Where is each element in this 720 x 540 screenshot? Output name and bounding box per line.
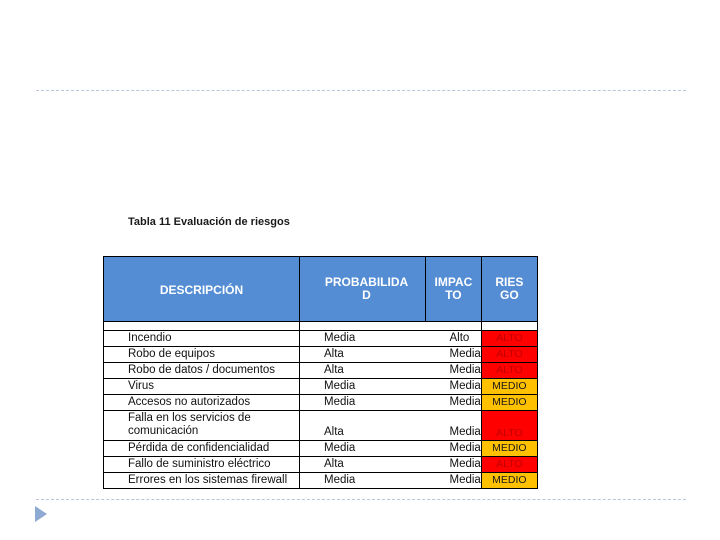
cell-riesgo: ALTO [481, 411, 537, 441]
cell-descripcion: Fallo de suministro eléctrico [104, 457, 300, 473]
cell-descripcion: Robo de equipos [104, 347, 300, 363]
table-row [104, 331, 538, 347]
cell-impacto: Media [426, 411, 482, 441]
header-riesgo: RIESGO [481, 257, 537, 322]
next-slide-arrow-icon[interactable] [35, 506, 47, 522]
cell-impacto: Media [426, 379, 482, 395]
cell-descripcion: Accesos no autorizados [104, 395, 300, 411]
table-row [104, 363, 538, 379]
cell-probabilidad: Alta [300, 363, 426, 379]
cell-impacto: Alto [426, 331, 482, 347]
cell-descripcion: Robo de datos / documentos [104, 363, 300, 379]
cell-riesgo: ALTO [481, 363, 537, 379]
header-impacto: IMPACTO [426, 257, 482, 322]
cell-descripcion: Incendio [104, 331, 300, 347]
cell-impacto: Media [426, 363, 482, 379]
header-probabilidad: PROBABILIDAD [300, 257, 426, 322]
table-row [104, 473, 538, 489]
header-gap-row [104, 322, 538, 331]
cell-impacto: Media [426, 457, 482, 473]
table-caption: Tabla 11 Evaluación de riesgos [128, 216, 290, 228]
cell-riesgo: ALTO [481, 457, 537, 473]
top-dashed-rule [36, 90, 686, 91]
cell-riesgo: ALTO [481, 331, 537, 347]
cell-descripcion: Errores en los sistemas firewall [104, 473, 300, 489]
cell-impacto: Media [426, 347, 482, 363]
bottom-dashed-rule [36, 499, 686, 500]
cell-probabilidad: Media [300, 379, 426, 395]
table-row [104, 457, 538, 473]
cell-probabilidad: Media [300, 395, 426, 411]
cell-impacto: Media [426, 473, 482, 489]
cell-riesgo: MEDIO [481, 473, 537, 489]
table-header-row [104, 257, 538, 322]
cell-impacto: Media [426, 395, 482, 411]
cell-riesgo: MEDIO [481, 395, 537, 411]
cell-probabilidad: Alta [300, 411, 426, 441]
table-row [104, 411, 538, 441]
cell-probabilidad: Media [300, 441, 426, 457]
table-row [104, 379, 538, 395]
table-row [104, 441, 538, 457]
risk-evaluation-table [103, 256, 538, 489]
cell-probabilidad: Media [300, 331, 426, 347]
header-descripcion: DESCRIPCIÓN [104, 257, 300, 322]
cell-descripcion: Falla en los servicios de comunicación [104, 411, 300, 441]
table-row [104, 347, 538, 363]
cell-riesgo: MEDIO [481, 379, 537, 395]
cell-descripcion: Pérdida de confidencialidad [104, 441, 300, 457]
cell-riesgo: ALTO [481, 347, 537, 363]
cell-impacto: Media [426, 441, 482, 457]
cell-probabilidad: Alta [300, 457, 426, 473]
cell-descripcion: Virus [104, 379, 300, 395]
cell-riesgo: MEDIO [481, 441, 537, 457]
cell-probabilidad: Alta [300, 347, 426, 363]
table-row [104, 395, 538, 411]
cell-probabilidad: Media [300, 473, 426, 489]
